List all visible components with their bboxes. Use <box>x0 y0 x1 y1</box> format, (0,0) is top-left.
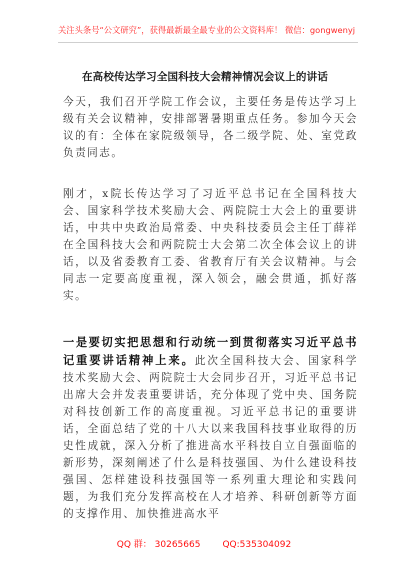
paragraph-2-text: 刚才，x院长传达学习了习近平总书记在全国科技大会、国家科学技术奖励大会、两院院士大会上的重要讲话，中共中央政治局常委、中央科技委员会主任丁薛祥在全国科技大会和两院院士大会第二次全体会议上的讲话，以及省委教育工委、省教育厅有关会议精神。与会同志一定要高度重视，深入领会，融会贯通，抓好落实。 <box>63 188 358 302</box>
paragraph-1-text: 今天，我们召开学院工作会议，主要任务是传达学习上级有关会议精神，安排部署暑期重点任务。参加今天会议的有：全体在家院级领导，各二级学院、处、室党政负责同志。 <box>63 96 358 159</box>
paragraph-2 <box>63 186 358 305</box>
header-divider <box>58 42 358 43</box>
paragraph-1 <box>63 94 358 162</box>
paragraph-3 <box>63 334 358 523</box>
footer-qq-group: QQ 群： 30265665 <box>116 540 201 550</box>
footer-qq-number: QQ:535304092 <box>222 540 292 550</box>
document-title: 在高校传达学习全国科技大会精神情况会议上的讲话 <box>81 71 329 83</box>
paragraph-3-text: 此次全国科技大会、国家科学技术奖励大会、两院院士大会同步召开，习近平总书记出席大会并发表重要讲话，充分体现了党中央、国务院对科技创新工作的高度重视。习近平总书记的重要讲话，全面总结了党的十八大以来我国科技事业取得的历史性成就，深入分析了推进高水平科技自立自强面临的新形势，深刻阐述了什么是科技强国、为什么建设科技强国、怎样建设科技强国等一系列重大理论和实践问题，为我们充分发挥高校在人才培养、科研创新等方面的支撑作用、加快推进高水平 <box>63 355 358 520</box>
footer-contact <box>0 537 408 550</box>
paragraph-3-lead-heading: 一是要切实把思想和行动统一到贯彻落实习近平总书记重要讲话精神上来。 <box>63 336 358 367</box>
header-promo-note: 关注头条号“公文研究”，获得最新最全最专业的公文资料库！ 微信：gongwenyj <box>58 25 356 35</box>
